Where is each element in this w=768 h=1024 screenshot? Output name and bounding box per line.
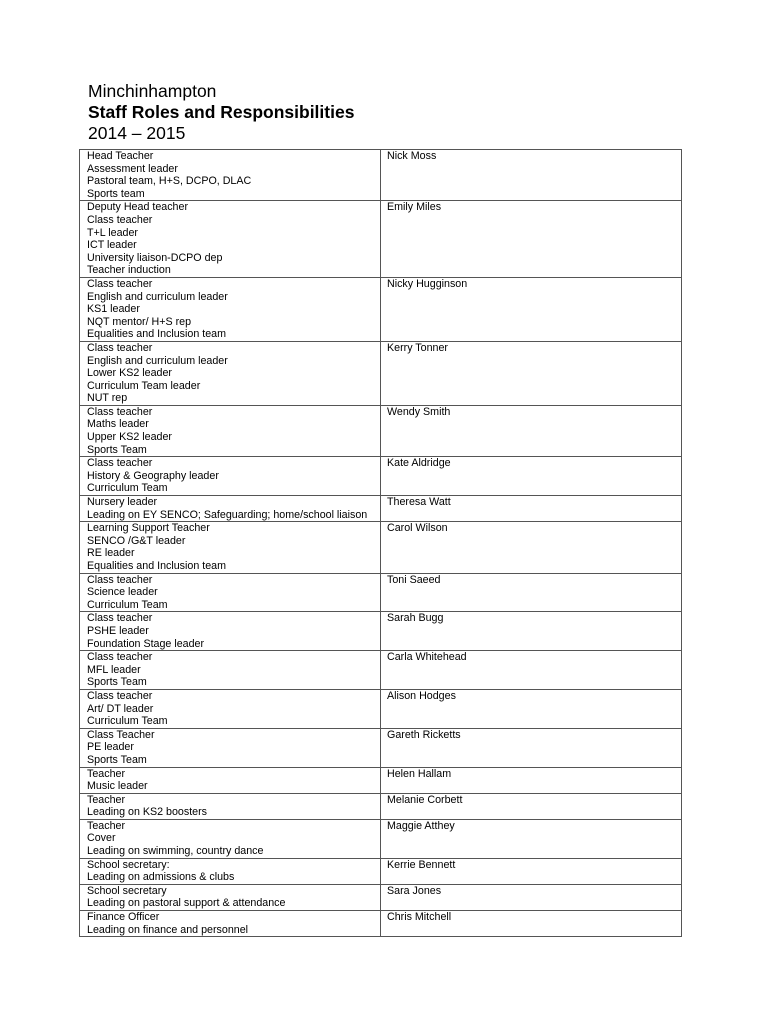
roles-cell (80, 277, 381, 341)
role-line: Curriculum Team (87, 715, 168, 728)
document-title: Staff Roles and Responsibilities (88, 102, 355, 122)
role-line: Deputy Head teacher (87, 201, 188, 214)
role-line: Lower KS2 leader (87, 367, 172, 380)
document-header (88, 81, 354, 144)
staff-name-cell: Nicky Hugginson (381, 277, 682, 341)
role-line: Assessment leader (87, 162, 178, 175)
roles-cell (80, 819, 381, 858)
role-line: Leading on EY SENCO; Safeguarding; home/school liaison (87, 508, 368, 521)
table-row (80, 884, 682, 910)
role-line: Sports Team (87, 753, 147, 766)
role-line: Curriculum Team (87, 482, 168, 495)
role-line: Head Teacher (87, 150, 154, 162)
role-line: Class teacher (87, 213, 153, 226)
staff-name-cell: Gareth Ricketts (381, 728, 682, 767)
staff-name-cell: Chris Mitchell (381, 911, 682, 937)
role-line: Class teacher (87, 405, 153, 418)
role-line: NQT mentor/ H+S rep (87, 315, 192, 328)
roles-cell (80, 728, 381, 767)
role-line: Foundation Stage leader (87, 637, 205, 650)
role-line: Class teacher (87, 651, 153, 664)
roles-cell (80, 884, 381, 910)
staff-name-cell: Maggie Atthey (381, 819, 682, 858)
role-line: Class teacher (87, 573, 153, 586)
roles-cell (80, 858, 381, 884)
role-line: Curriculum Team leader (87, 379, 201, 392)
role-line: Upper KS2 leader (87, 431, 172, 444)
table-row (80, 573, 682, 612)
staff-name-cell: Wendy Smith (381, 405, 682, 456)
staff-name-cell: Melanie Corbett (381, 793, 682, 819)
roles-cell (80, 522, 381, 573)
table-row (80, 689, 682, 728)
table-row (80, 612, 682, 651)
staff-name-cell: Nick Moss (381, 150, 682, 201)
role-line: Nursery leader (87, 496, 158, 509)
role-line: Class teacher (87, 277, 153, 290)
table-row (80, 277, 682, 341)
role-line: Science leader (87, 586, 158, 599)
role-line: Class teacher (87, 457, 153, 470)
staff-name-cell: Helen Hallam (381, 767, 682, 793)
table-row (80, 858, 682, 884)
role-line: Leading on pastoral support & attendance (87, 897, 286, 910)
table-row (80, 457, 682, 496)
role-line: English and curriculum leader (87, 354, 228, 367)
role-line: PE leader (87, 741, 134, 754)
role-line: Class teacher (87, 341, 153, 354)
role-line: KS1 leader (87, 303, 140, 316)
staff-name-cell: Alison Hodges (381, 689, 682, 728)
roles-cell (80, 911, 381, 937)
role-line: Maths leader (87, 418, 149, 431)
roles-cell (80, 341, 381, 405)
role-line: Teacher induction (87, 264, 171, 277)
role-line: Pastoral team, H+S, DCPO, DLAC (87, 175, 252, 188)
role-line: School secretary: (87, 858, 170, 871)
role-line: School secretary (87, 884, 167, 897)
role-line: Music leader (87, 780, 148, 793)
roles-cell (80, 651, 381, 690)
school-name: Minchinhampton (88, 81, 217, 101)
staff-name-cell: Kerry Tonner (381, 341, 682, 405)
staff-roles-table (79, 149, 682, 937)
table-row (80, 150, 682, 201)
role-line: Sports Team (87, 676, 147, 689)
table-row (80, 201, 682, 278)
role-line: Art/ DT leader (87, 702, 154, 715)
staff-name-cell: Toni Saeed (381, 573, 682, 612)
role-line: Class teacher (87, 689, 153, 702)
roles-cell (80, 689, 381, 728)
role-line: Teacher (87, 819, 126, 832)
role-line: NUT rep (87, 392, 128, 405)
table-row (80, 341, 682, 405)
roles-cell (80, 496, 381, 522)
role-line: Sports team (87, 187, 145, 200)
role-line: Teacher (87, 767, 126, 780)
table-row (80, 911, 682, 937)
staff-name-cell: Carla Whitehead (381, 651, 682, 690)
roles-cell (80, 793, 381, 819)
roles-cell (80, 201, 381, 278)
role-line: Curriculum Team (87, 598, 168, 611)
role-line: Class teacher (87, 612, 153, 625)
roles-cell (80, 767, 381, 793)
role-line: T+L leader (87, 226, 138, 239)
role-line: Leading on finance and personnel (87, 923, 249, 936)
role-line: Equalities and Inclusion team (87, 560, 227, 572)
role-line: RE leader (87, 547, 135, 560)
roles-cell (80, 612, 381, 651)
staff-name-cell: Sara Jones (381, 884, 682, 910)
table-row (80, 651, 682, 690)
table-row (80, 405, 682, 456)
table-row (80, 496, 682, 522)
staff-name-cell: Emily Miles (381, 201, 682, 278)
document-year: 2014 – 2015 (88, 123, 186, 143)
role-line: Leading on admissions & clubs (87, 871, 235, 884)
staff-roles-table-body (80, 150, 682, 937)
role-line: University liaison-DCPO dep (87, 251, 223, 264)
staff-name-cell: Kate Aldridge (381, 457, 682, 496)
roles-cell (80, 150, 381, 201)
role-line: PSHE leader (87, 624, 149, 637)
role-line: ICT leader (87, 239, 137, 252)
table-row (80, 767, 682, 793)
role-line: Cover (87, 832, 116, 845)
staff-name-cell: Sarah Bugg (381, 612, 682, 651)
role-line: Learning Support Teacher (87, 522, 210, 535)
roles-cell (80, 457, 381, 496)
table-row (80, 728, 682, 767)
role-line: SENCO /G&T leader (87, 534, 186, 547)
role-line: Finance Officer (87, 911, 160, 924)
role-line: English and curriculum leader (87, 290, 228, 303)
role-line: Sports Team (87, 443, 147, 456)
table-row (80, 522, 682, 573)
table-row (80, 819, 682, 858)
staff-name-cell: Carol Wilson (381, 522, 682, 573)
role-line: Equalities and Inclusion team (87, 328, 227, 341)
role-line: Teacher (87, 793, 126, 806)
role-line: History & Geography leader (87, 469, 219, 482)
role-line: Leading on swimming, country dance (87, 845, 264, 858)
table-row (80, 793, 682, 819)
roles-cell (80, 573, 381, 612)
role-line: MFL leader (87, 663, 141, 676)
role-line: Class Teacher (87, 728, 155, 741)
staff-name-cell: Theresa Watt (381, 496, 682, 522)
roles-cell (80, 405, 381, 456)
role-line: Leading on KS2 boosters (87, 806, 208, 819)
staff-name-cell: Kerrie Bennett (381, 858, 682, 884)
